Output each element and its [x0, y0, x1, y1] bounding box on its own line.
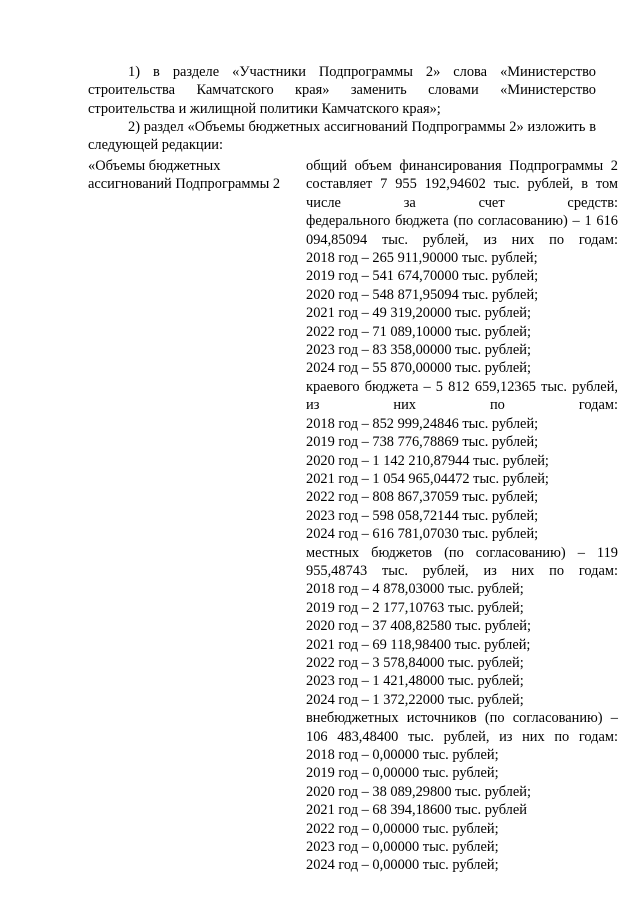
left-cell-line: «Объемы бюджетных [88, 158, 221, 174]
extrabudget-header: внебюджетных источников (по согласованию) – 106 483,48400 тыс. рублей, из них по годам: [306, 710, 618, 745]
extrabudget-year-line: 2024 год – 0,00000 тыс. рублей; [306, 857, 499, 874]
paragraph-participants: 1) в разделе «Участники Подпрограммы 2» слова «Министерство строительства Камчатского края» заменить словами «Министерство строительства и жилищной политики Камчатского края»; [88, 64, 596, 117]
regional-year-line: 2020 год – 1 142 210,87944 тыс. рублей; [306, 452, 549, 469]
funding-intro: общий объем финансирования Подпрограммы 2 составляет 7 955 192,94602 тыс. рублей, в том числе за счет средств: [306, 158, 618, 211]
extrabudget-year-line: 2022 год – 0,00000 тыс. рублей; [306, 820, 499, 837]
left-cell-line: ассигнований Подпрограммы 2 [88, 176, 281, 193]
regional-year-line: 2018 год – 852 999,24846 тыс. рублей; [306, 415, 539, 432]
local-year-line: 2020 год – 37 408,82580 тыс. рублей; [306, 618, 531, 635]
extrabudget-year-line: 2023 год – 0,00000 тыс. рублей; [306, 839, 499, 856]
federal-year-line: 2020 год – 548 871,95094 тыс. рублей; [306, 286, 539, 303]
table-right-cell [306, 157, 618, 875]
extrabudget-year-line: 2021 год – 68 394,18600 тыс. рублей [306, 802, 527, 819]
federal-year-line: 2023 год – 83 358,00000 тыс. рублей; [306, 342, 531, 359]
regional-budget-header: краевого бюджета – 5 812 659,12365 тыс. рублей, из них по годам: [306, 378, 618, 414]
federal-year-line: 2024 год – 55 870,00000 тыс. рублей; [306, 360, 531, 377]
federal-year-line: 2021 год – 49 319,20000 тыс. рублей; [306, 305, 531, 322]
extrabudget-year-line: 2018 год – 0,00000 тыс. рублей; [306, 747, 499, 763]
federal-year-line: 2018 год – 265 911,90000 тыс. рублей; [306, 250, 538, 267]
local-year-line: 2021 год – 69 118,98400 тыс. рублей; [306, 636, 531, 653]
federal-budget-header: федерального бюджета (по согласованию) – 1 616 094,85094 тыс. рублей, из них по годам: [306, 213, 618, 248]
local-budget-header: местных бюджетов (по согласованию) – 119 955,48743 тыс. рублей, из них по годам: [306, 544, 618, 579]
local-year-line: 2022 год – 3 578,84000 тыс. рублей; [306, 654, 524, 671]
table-left-cell [88, 157, 308, 194]
regional-year-line: 2023 год – 598 058,72144 тыс. рублей; [306, 507, 539, 524]
local-year-line: 2019 год – 2 177,10763 тыс. рублей; [306, 599, 524, 616]
regional-year-line: 2024 год – 616 781,07030 тыс. рублей; [306, 526, 539, 543]
regional-year-line: 2021 год – 1 054 965,04472 тыс. рублей; [306, 470, 549, 487]
local-year-line: 2018 год – 4 878,03000 тыс. рублей; [306, 581, 524, 598]
federal-year-line: 2019 год – 541 674,70000 тыс. рублей; [306, 268, 539, 285]
extrabudget-year-line: 2020 год – 38 089,29800 тыс. рублей; [306, 783, 531, 800]
local-year-line: 2023 год – 1 421,48000 тыс. рублей; [306, 673, 524, 690]
regional-year-line: 2022 год – 808 867,37059 тыс. рублей; [306, 489, 539, 506]
regional-year-line: 2019 год – 738 776,78869 тыс. рублей; [306, 434, 539, 451]
local-year-line: 2024 год – 1 372,22000 тыс. рублей; [306, 691, 524, 708]
paragraph-budget-section: 2) раздел «Объемы бюджетных ассигнований Подпрограммы 2» изложить в следующей редакции: [88, 119, 596, 154]
extrabudget-year-line: 2019 год – 0,00000 тыс. рублей; [306, 765, 499, 782]
federal-year-line: 2022 год – 71 089,10000 тыс. рублей; [306, 323, 531, 340]
